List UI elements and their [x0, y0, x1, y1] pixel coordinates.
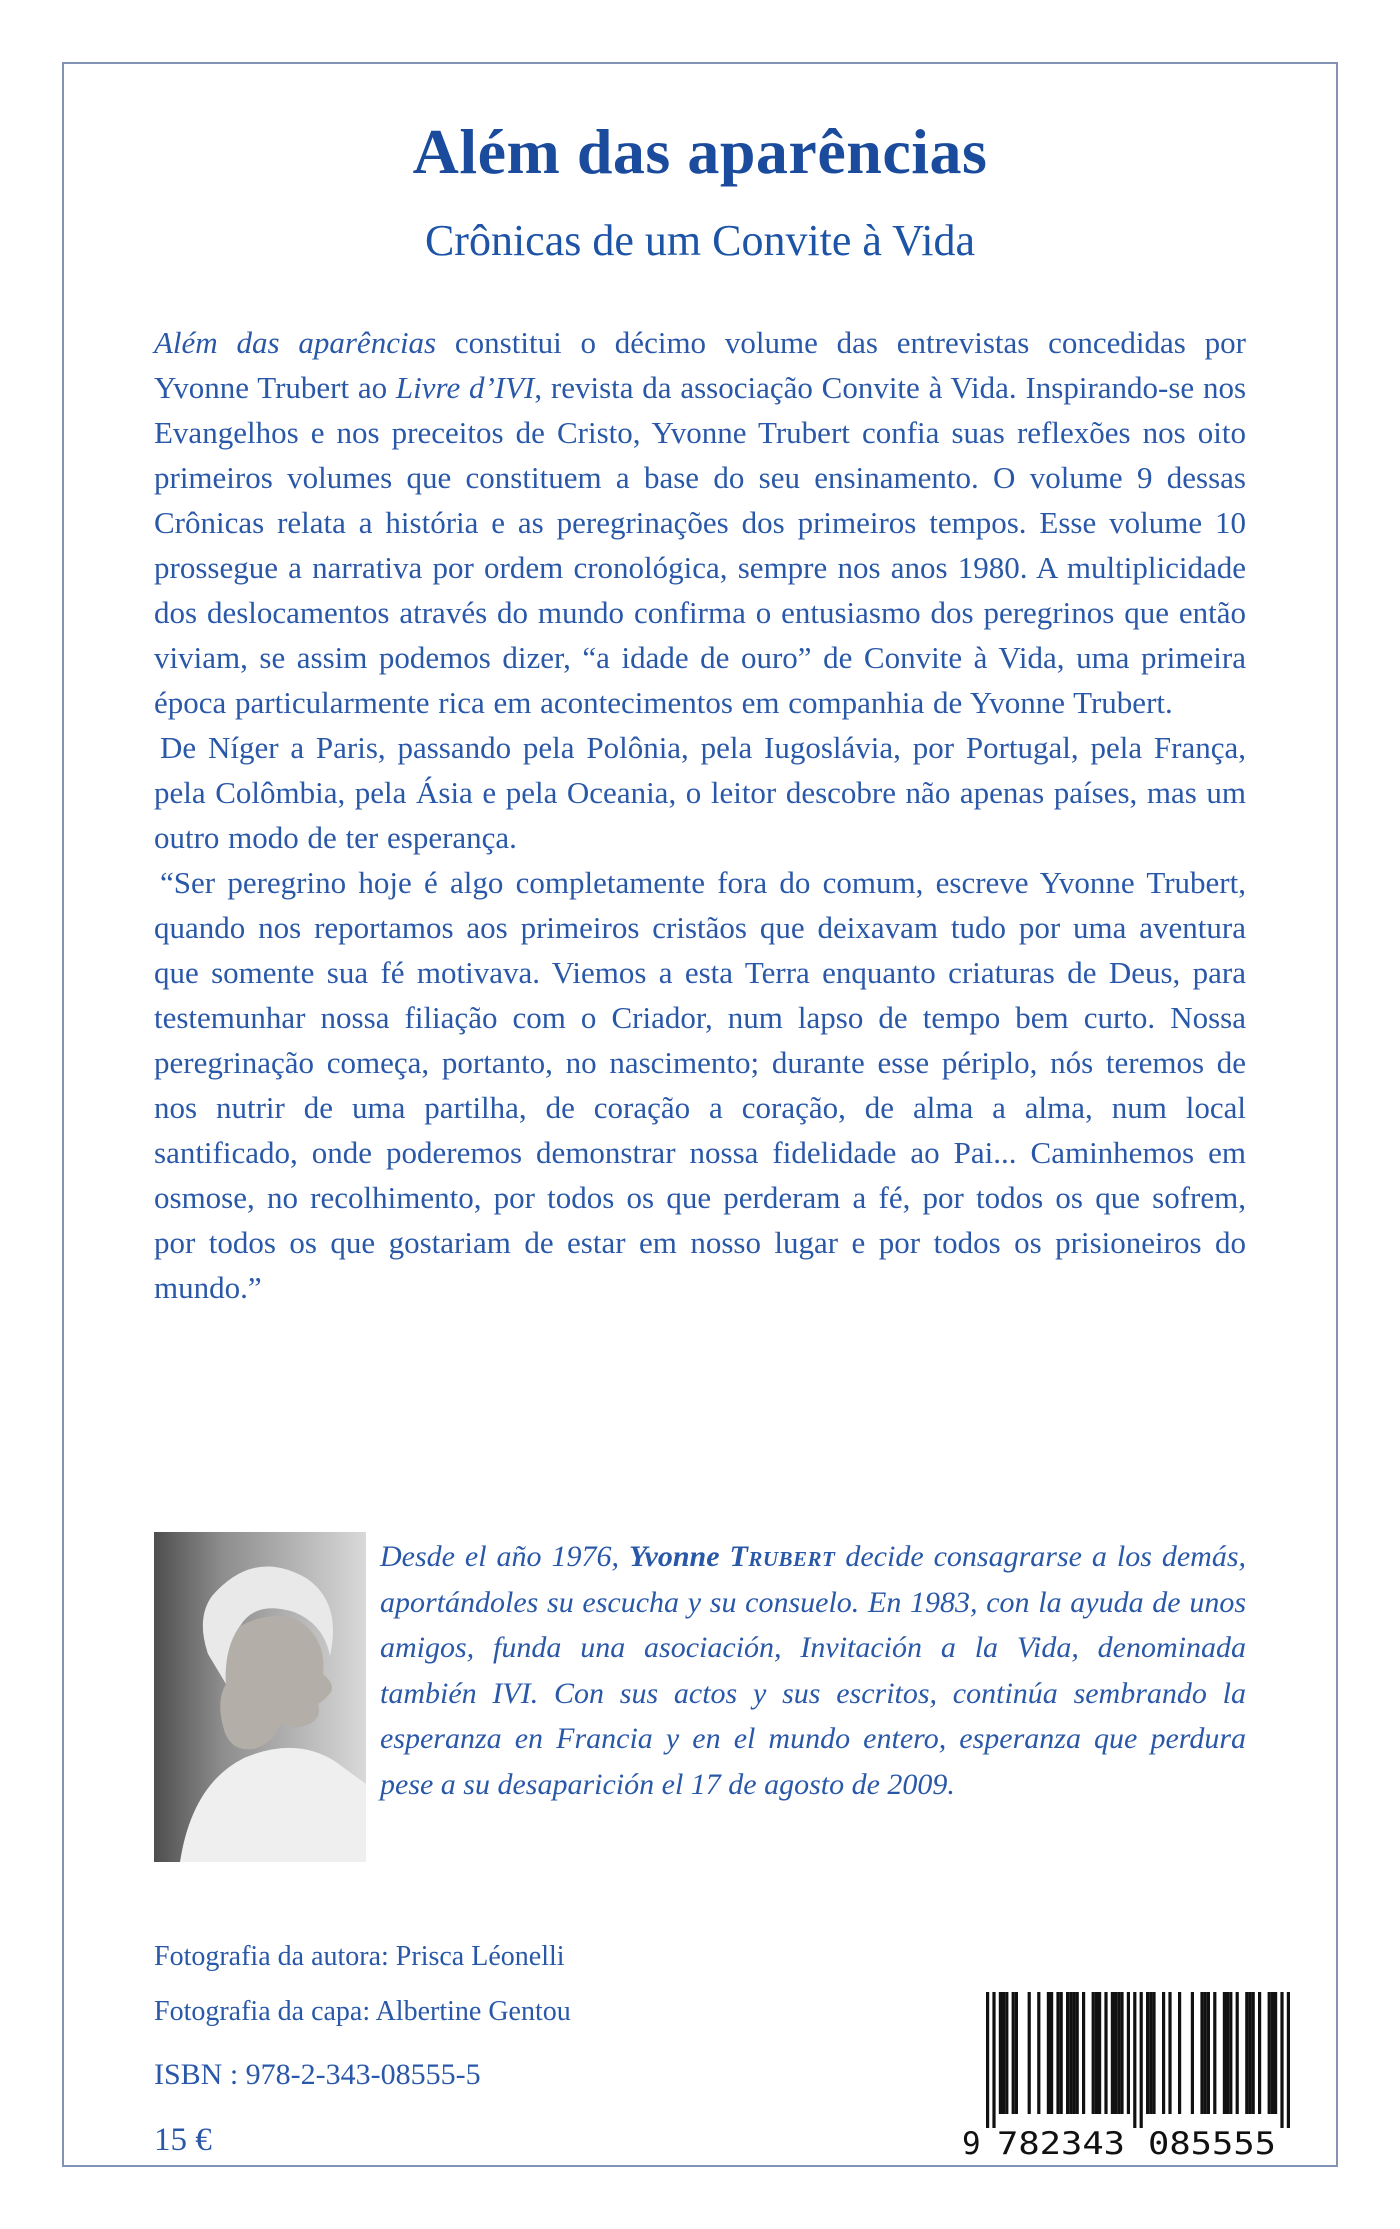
isbn-text: ISBN : 978-2-343-08555-5 [154, 2058, 481, 2091]
synopsis-paragraph-3: “Ser peregrino hoje é algo completamente fora do comum, escreve Yvonne Trubert, quando nos reportamos aos primeiros cristãos que deixavam tudo por uma aventura que somente sua fé motivava. Viemos a esta Terra enquanto criaturas de Deus, para testemunhar nossa filiação com o Criador, num lapso de tempo bem curto. Nossa peregrinação começa, portanto, no nascimento; durante esse périplo, nós teremos de nos nutrir de uma partilha, de coração a coração, de alma a alma, num local santificado, onde poderemos demonstrar nossa fidelidade ao Pai... Caminhemos em osmose, no recolhimento, por todos os que perderam a fé, por todos os que sofrem, por todos os que gostariam de estar em nosso lugar e por todos os prisioneiros do mundo.” [154, 865, 1246, 1305]
synopsis [154, 320, 1246, 1310]
ean13-barcode [960, 1988, 1292, 2160]
author-bio [154, 1532, 1246, 1862]
credit-author-photo: Fotografia da autora: Prisca Léonelli [154, 1941, 565, 1972]
barcode-svg [960, 1988, 1292, 2160]
book-subtitle: Crônicas de um Convite à Vida [424, 216, 976, 266]
book-title-italic: Além das aparências [154, 325, 437, 360]
synopsis-paragraph-1: Além das aparências constitui o décimo volume das entrevistas concedidas por Yvonne Trubert ao Livre d’IVI, revista da associação Convite à Vida. Inspirando-se nos Evangelhos e nos preceitos de Cristo, Yvonne Trubert confia suas reflexões nos oito primeiros volumes que constituem a base do seu ensinamento. O volume 9 dessas Crônicas relata a história e as peregrinações dos primeiros tempos. Esse volume 10 prossegue a narrativa por ordem cronológica, sempre nos anos 1980. A multiplicidade dos deslocamentos através do mundo confirma o entusiasmo dos peregrinos que então viviam, se assim podemos dizer, “a idade de ouro” de Convite à Vida, uma primeira época particularmente rica em acontecimentos em companhia de Yvonne Trubert. [154, 325, 1247, 720]
author-bio-text: Desde el año 1976, Yvonne Trubert decide consagrarse a los demás, aportándoles su escucha y su consuelo. En 1983, con la ayuda de unos amigos, funda una asociación, Invitación a la Vida, denominada también IVI. Con sus actos y sus escritos, continúa sembrando la esperanza en Francia y en el mundo entero, esperanza que perdura pese a su desaparición el 17 de agosto de 2009. [380, 1540, 1246, 1801]
price-text: 15 € [154, 2122, 212, 2158]
journal-title-italic: Livre d’IVI [395, 370, 535, 405]
photo-credits [154, 1929, 571, 2039]
author-photo [154, 1532, 366, 1862]
credit-cover-photo: Fotografia da capa: Albertine Gentou [154, 1996, 571, 2027]
author-name: Yvonne Trubert [628, 1540, 836, 1573]
svg-text:085555: 085555 [1148, 2126, 1276, 2160]
synopsis-paragraph-2: De Níger a Paris, passando pela Polônia, pela Iugoslávia, por Portugal, pela França, pela Colômbia, pela Ásia e pela Oceania, o leitor descobre não apenas países, mas um outro modo de ter esperança. [154, 730, 1246, 855]
svg-text:782343: 782343 [997, 2126, 1125, 2160]
book-title: Além das aparências [412, 116, 988, 187]
svg-text:9: 9 [962, 2126, 981, 2160]
header [64, 118, 1336, 266]
